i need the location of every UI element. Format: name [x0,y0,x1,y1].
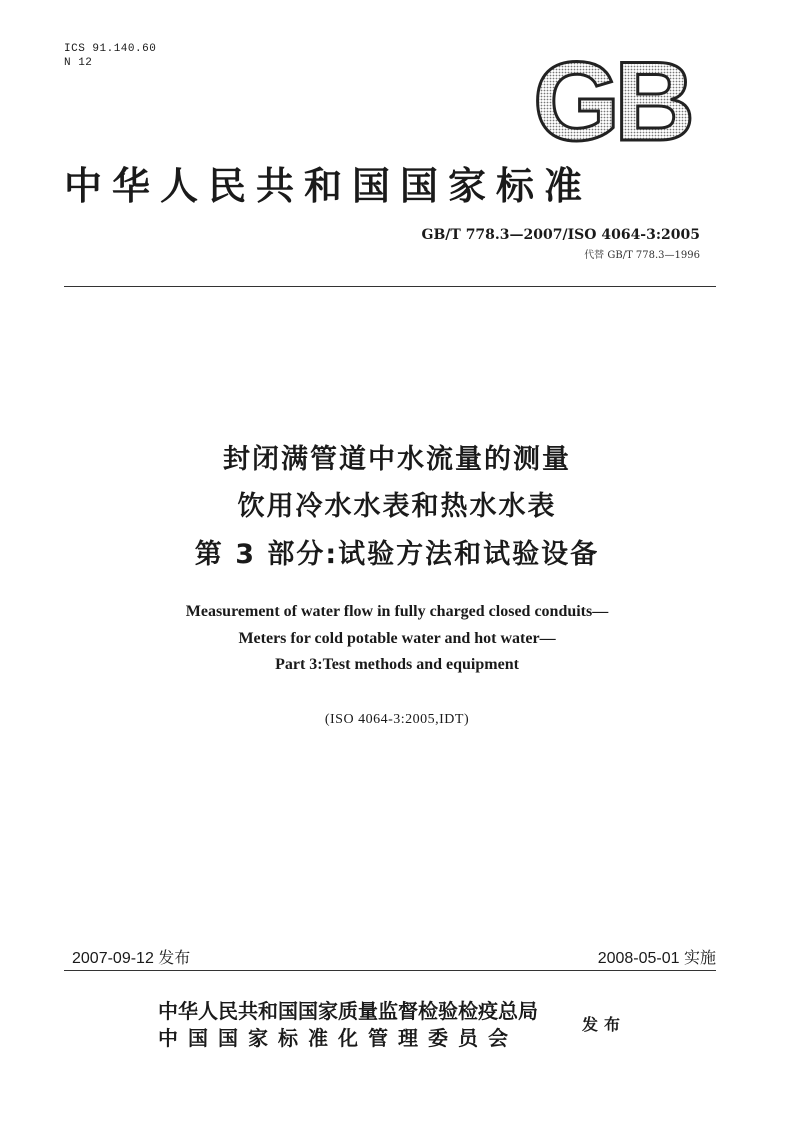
publish-label: 发布 [582,1015,627,1034]
classification-codes [64,42,156,70]
gb-logo [522,50,700,152]
chinese-title-line-3: 第 3 部分:试验方法和试验设备 [194,539,600,570]
national-standard-heading: 中华人民共和国国家标准 [64,164,593,208]
standard-number: GB/T 778.3—2007/ISO 4064-3:2005 [421,227,700,243]
issuer-line-2: 中国国家标准化管理委员会 [158,1026,518,1050]
ics-code: ICS 91.140.60 [64,43,157,55]
english-title-line-2: Meters for cold potable water and hot water— [238,630,556,647]
replaces-note: 代替 GB/T 778.3—1996 [584,250,700,261]
issue-date: 2007-09-12 发布 [72,950,191,967]
chinese-title-line-1: 封闭满管道中水流量的测量 [223,444,571,475]
english-title-line-1: Measurement of water flow in fully charged closed conduits— [185,603,609,620]
issuer-line-1: 中华人民共和国国家质量监督检验检疫总局 [158,999,538,1023]
chinese-title-line-2: 饮用冷水水表和热水水表 [237,491,557,522]
top-divider [64,286,716,287]
equivalence-note: (ISO 4064-3:2005,IDT) [324,712,470,727]
bottom-divider [64,970,716,971]
svg-text:GB: GB [533,50,689,152]
implementation-date: 2008-05-01 实施 [597,950,716,967]
ccs-code: N 12 [64,57,93,69]
english-title-line-3: Part 3:Test methods and equipment [275,656,519,673]
